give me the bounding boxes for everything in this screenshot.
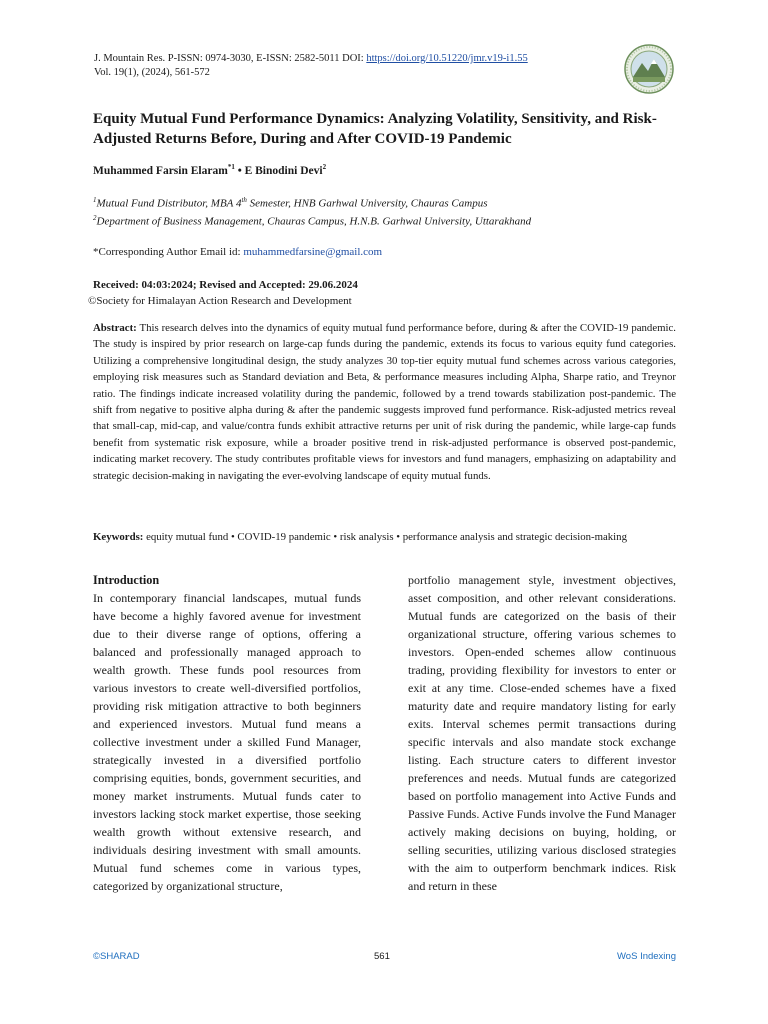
abstract-label: Abstract:: [93, 322, 137, 334]
author-list: [93, 163, 326, 177]
abstract-text: This research delves into the dynamics of equity mutual fund performance before, during & after the COVID-19 pandemic. The study is inspired by prior research on large-cap funds during the pandemic, extends its focus to various equity fund categories. Utilizing a comprehensive longitudinal design, the study analyzes 30 top-tier equity mutual fund schemes across various categories, employing risk measures such as Standard deviation and Beta, & performance measures including Alpha, Sharpe ratio, and Treynor ratio. The findings indicate increased volatility during the pandemic, followed by a trend towards stabilization post-pandemic. The shift from negative to positive alpha during & after the pandemic suggests improved fund performance. Risk-adjusted metrics reveal that small-cap, mid-cap, and value/contra funds exhibit attractive returns per unit of risk during the pandemic, while large-cap funds benefit from systematic risk exposure, while a broader positive trend in risk-adjusted performance is observed post-pandemic, indicating market recovery. The study contributes profitable views for investors and fund managers, emphasizing on adaptability and strategic decision-making in navigating the ever-evolving landscape of equity mutual funds.: [93, 322, 676, 482]
journal-seal-icon: [624, 44, 674, 94]
body-paragraph: portfolio management style, investment objectives, asset composition, and other relevant considerations. Mutual funds are categorized on the basis of their organizational structure, offering various schemes to investors. Open-ended schemes allow continuous trading, providing flexibility for investors to enter or exit at any time. Close-ended schemes have a fixed maturity date and require mandatory listing for early exits. Interval schemes permit transactions during specific intervals and also mandate stock exchange listing. Each structure caters to different investor preferences and needs. Mutual funds are categorized based on portfolio management into Active Funds and Passive Funds. Active Funds involve the Fund Manager actively making decisions on buying, holding, or selling securities, utilizing various disclosed strategies with the aim to outperform benchmark indices. Risk and return in these: [408, 573, 676, 893]
journal-volume: Vol. 19(1), (2024), 561-572: [94, 67, 210, 78]
corresponding-label: *Corresponding Author Email id:: [93, 246, 244, 258]
affiliation-text: Semester, HNB Garhwal University, Chauras Campus: [246, 197, 488, 210]
journal-header: [94, 52, 614, 80]
author-marker: 2: [322, 163, 327, 171]
page-number: 561: [374, 951, 390, 962]
keywords: [93, 529, 676, 545]
author-name: E Binodini Devi: [244, 164, 323, 177]
affiliation-2: [93, 214, 531, 228]
corresponding-author: [93, 246, 382, 258]
journal-issn: J. Mountain Res. P-ISSN: 0974-3030, E-ISSN: 2582-5011 DOI:: [94, 53, 367, 64]
author-name: Muhammed Farsin Elaram: [93, 164, 228, 177]
affiliation-text: Mutual Fund Distributor, MBA 4: [96, 197, 242, 210]
keywords-label: Keywords:: [93, 531, 144, 543]
affiliation-marker: 1: [93, 196, 97, 204]
section-heading: Introduction: [93, 573, 160, 587]
keywords-text: equity mutual fund • COVID-19 pandemic • risk analysis • performance analysis and strategic decision-making: [146, 531, 627, 543]
author-marker: *1: [227, 163, 235, 171]
ordinal-suffix: th: [241, 196, 247, 204]
doi-link[interactable]: https://doi.org/10.51220/jmr.v19-i1.55: [366, 53, 528, 64]
affiliation-1: [93, 196, 488, 210]
email-link[interactable]: muhammedfarsine@gmail.com: [243, 246, 383, 258]
affiliation-marker: 2: [93, 214, 97, 222]
body-column-right: [408, 571, 676, 895]
author-separator: •: [234, 164, 245, 177]
footer-indexing: WoS Indexing: [617, 951, 676, 962]
copyright-society: ©Society for Himalayan Action Research and Development: [88, 295, 352, 307]
body-paragraph: In contemporary financial landscapes, mutual funds have become a highly favored avenue for investment due to their diverse range of options, offering a balanced and professionally managed approach to wealth growth. These funds pool resources from various investors to create well-diversified portfolios, providing risk mitigation attractive to both beginners and experienced investors. Mutual fund means a collective investment under a skilled Fund Manager, strategically invested in a diversified portfolio comprising equities, bonds, government securities, and money market instruments. Mutual funds cater to investors lacking stock market expertise, those seeking wealth growth without extensive research, and individuals desiring investment with small amounts. Mutual fund schemes come in various types, categorized by organizational structure,: [93, 591, 361, 893]
paper-title: Equity Mutual Fund Performance Dynamics: Analyzing Volatility, Sensitivity, and Risk-Adjusted Returns Before, During and After COVID-19 Pandemic: [93, 111, 657, 147]
submission-dates: Received: 04:03:2024; Revised and Accepted: 29.06.2024: [93, 279, 358, 291]
page-footer: [93, 951, 676, 964]
abstract: [93, 320, 676, 484]
footer-publisher: ©SHARAD: [93, 951, 140, 962]
body-column-left: [93, 571, 361, 895]
affiliation-text: Department of Business Management, Chauras Campus, H.N.B. Garhwal University, Uttarakhand: [96, 215, 532, 228]
journal-citation-line: [94, 52, 614, 66]
